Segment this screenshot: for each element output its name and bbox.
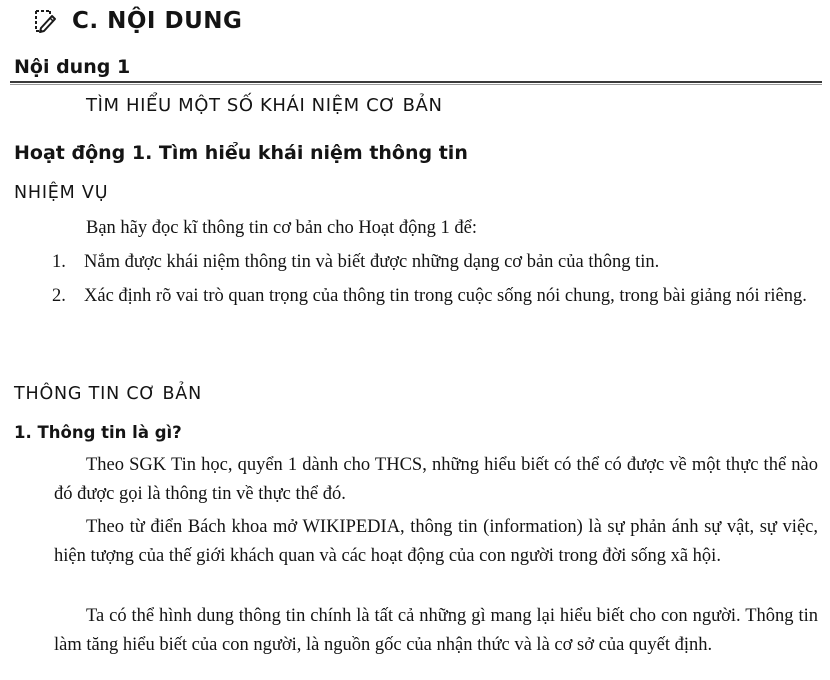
task-heading: NHIỆM VỤ [14, 183, 109, 203]
list-item-text: Nắm được khái niệm thông tin và biết được những dạng cơ bản của thông tin. [84, 252, 660, 272]
section-header [30, 6, 242, 36]
content-label: Nội dung 1 [14, 56, 131, 78]
subsection-title: 1. Thông tin là gì? [14, 423, 182, 442]
section-title: C. NỘI DUNG [72, 8, 243, 34]
paragraph: Theo SGK Tin học, quyển 1 dành cho THCS, những hiểu biết có thể có được về một thực thể nào đó được gọi là thông tin về thực thể đó. [54, 455, 818, 504]
list-item-number: 1. [52, 252, 66, 272]
divider-thin [10, 84, 822, 85]
topic-title: TÌM HIỂU MỘT SỐ KHÁI NIỆM CƠ BẢN [86, 95, 443, 116]
divider [10, 81, 822, 83]
list-item [52, 248, 822, 276]
basic-info-heading: THÔNG TIN CƠ BẢN [14, 384, 202, 404]
list-item-number: 2. [52, 286, 66, 306]
activity-title: Hoạt động 1. Tìm hiểu khái niệm thông tin [14, 142, 468, 164]
paragraph: Ta có thể hình dung thông tin chính là tất cả những gì mang lại hiểu biết cho con người. Thông tin làm tăng hiểu biết của con người, là nguồn gốc của nhận thức và là cơ sở của quyết định. [54, 606, 818, 655]
task-intro: Bạn hãy đọc kĩ thông tin cơ bản cho Hoạt động 1 để: [86, 218, 478, 238]
list-item-text: Xác định rõ vai trò quan trọng của thông tin trong cuộc sống nói chung, trong bài giảng nói riêng. [84, 286, 807, 306]
paragraph: Theo từ điển Bách khoa mở WIKIPEDIA, thông tin (information) là sự phản ánh sự vật, sự việc, hiện tượng của thế giới khách quan và các hoạt động của con người trong đời sống xã hội. [54, 517, 818, 566]
list-item [52, 282, 822, 310]
edit-note-icon [30, 7, 58, 35]
task-list [52, 248, 822, 316]
